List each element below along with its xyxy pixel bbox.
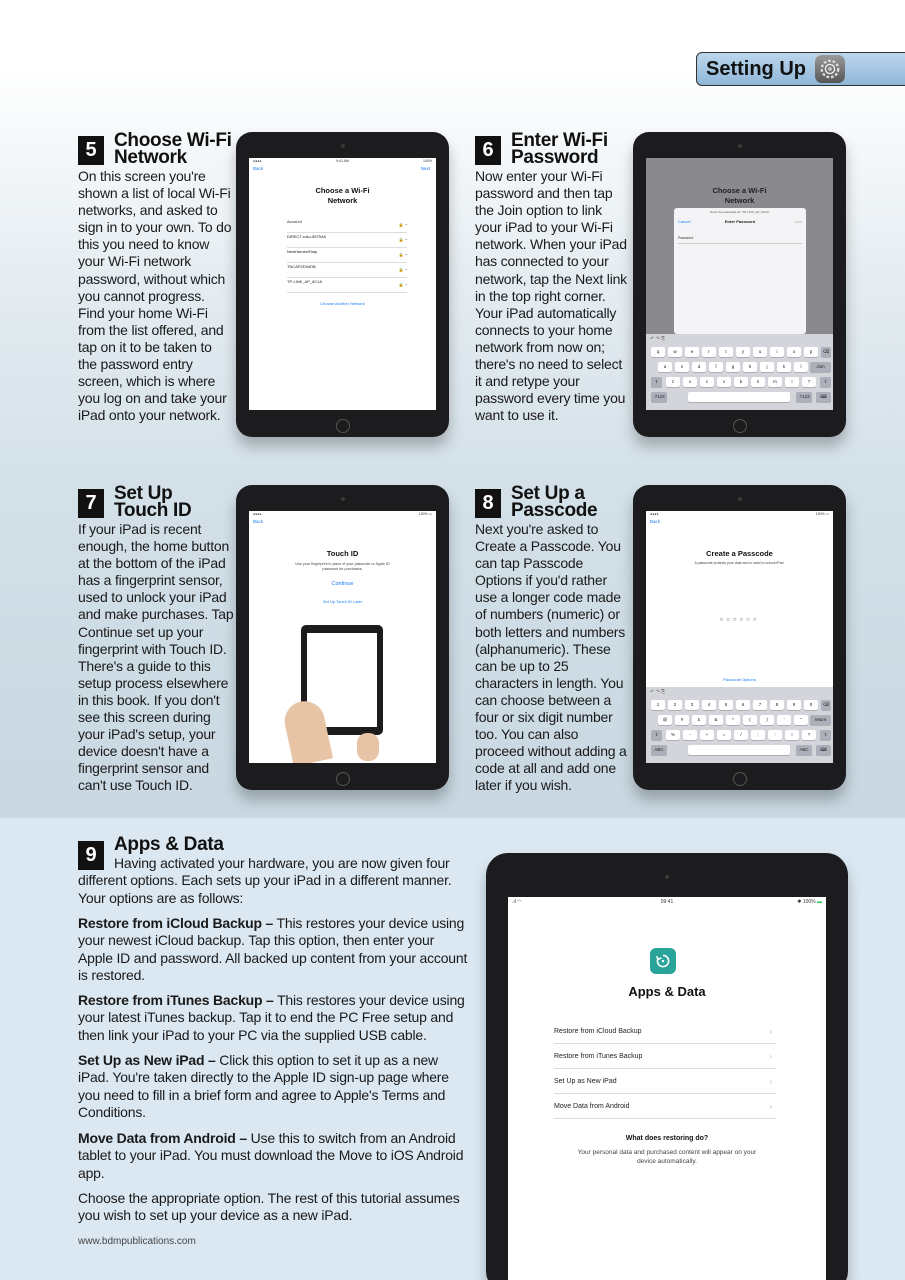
step-9-intro: Having activated your hardware, you are now given four different options. Each sets up your iPad in a different manner. Your options are as follows: [78,855,452,906]
option-icloud-description: Restore from iCloud Backup – This restores your device using your newest iCloud backup. Tap this option, then enter your Apple ID and password. All backed up content from your account is restored. [78,915,468,983]
hide-keyboard-key[interactable]: ⌨ [816,745,831,755]
keyboard-key[interactable]: b [734,377,748,387]
restore-question: What does restoring do? [625,1135,709,1142]
continue-button[interactable]: Continue [331,581,354,587]
wifi-lock-icon: 🔒 ◔ [398,252,407,257]
keyboard-key[interactable]: p [804,347,818,357]
keyboard-key[interactable]: / [734,730,748,740]
keyboard-key[interactable]: ( [743,715,757,725]
wifi-lock-icon: 🔒 ◔ [398,222,407,227]
keyboard-key[interactable]: 1 [651,700,665,710]
section-header-tab [696,52,905,86]
step-9-closing: Choose the appropriate option. The rest of this tutorial assumes you wish to set up your device as a new iPad. [78,1190,460,1224]
touch-id-screen: ●●●● 100% ▭ Back Touch ID Use your fingerprint in place of your passcode or Apple ID password for purchases. Continue Set Up Touch ID Later [249,511,436,763]
keyboard-key[interactable]: ? [802,377,816,387]
restore-answer: Your personal data and purchased content will appear on your device automatically. [577,1149,757,1165]
keyboard-key[interactable]: j [760,362,774,372]
keyboard-key[interactable]: ! [785,730,799,740]
apps-data-title: Apps & Data [628,984,706,999]
keyboard-key[interactable]: d [692,362,706,372]
touch-id-title: Touch ID [326,549,359,558]
join-link[interactable]: Join [794,219,802,224]
status-bar: .ıl ◠ 09:41 ✱ 100% ▬ [512,899,822,905]
cancel-link[interactable]: Cancel [678,219,691,224]
mode-switch-key[interactable]: ABC [796,745,812,755]
step-6-body: Now enter your Wi-Fi password and then tap the Join option to link your iPad to your Wi-Fi network. When your iPad has connected to your network, tap the Next link in the top right corner. Your iPad automatically connects to your home network from now on; there's no need to select it and retype your password every time you want to use it. [475,168,627,424]
keyboard-key[interactable]: 3 [685,700,699,710]
step-5-body: On this screen you're shown a list of local Wi-Fi networks, and asked to sign in to your own. To do this you need to know your Wi-Fi network password, without which you cannot progress. Find your home Wi-Fi from the list offered, and tap on it to be taken to the password entry screen, which is where you log on and take your iPad onto your network. [78,168,232,424]
step-9-title: Apps & Data [114,834,224,855]
keyboard-key[interactable]: 2 [668,700,682,710]
hand-illustration [357,733,379,761]
wifi-network-screen: ●●●● 9:41 AM 100% Back Next Choose a Wi-Fi Network AcnoLtd 🔒 ◔ DIRECT-roku-8575A6 🔒 ◔ NewHarnesShap 🔒 ◔ TNCAP2D94DB 🔒 ◔ TP-LINK_AP_6C1A 🔒 ◔ Choose Another Network [249,158,436,410]
back-link[interactable]: Back [253,166,264,171]
undo-icon: ↶ ↷ ⎘ [650,336,666,342]
wifi-lock-icon: 🔒 ◔ [398,267,407,272]
keyboard-key[interactable]: m [768,377,782,387]
keyboard-key[interactable]: s [675,362,689,372]
keyboard-key[interactable]: t [719,347,733,357]
undo-icon: ↶ ↷ ⎘ [650,689,666,695]
wifi-lock-icon: 🔒 ◔ [398,282,407,287]
wifi-network-row[interactable]: AcnoLtd 🔒 ◔ [287,219,407,233]
keyboard-key[interactable]: n [751,377,765,387]
restore-icloud-option[interactable]: Restore from iCloud Backup › [554,1019,776,1044]
wifi-network-row[interactable]: NewHarnesShap 🔒 ◔ [287,249,407,263]
passcode-dots: ○○○○○○ [719,617,760,623]
keyboard [646,687,833,763]
keyboard-key[interactable]: = [717,730,731,740]
space-key[interactable] [688,745,790,755]
section-title: Setting Up [706,57,806,80]
step-7-number: 7 [78,489,104,518]
chevron-right-icon: › [769,1102,772,1111]
apps-data-icon [650,948,676,974]
step-8-number: 8 [475,489,501,518]
return-key[interactable]: Join [810,362,831,372]
keyboard-key[interactable]: # [675,715,689,725]
step-9-number: 9 [78,841,104,870]
create-passcode-screen: ●●●● 100% ▭ Back Create a Passcode A passcode protects your data and is used to unlock iPad. ○○○○○○ Passcode Options ↶ ↷ ⎘ 1 2 3 4 5 6 7 8 9 0 ⌫ @ # £ & * ( ) ' " return ⇧ % - + = / ; : ! ? ⇧ ABC ABC ⌨ [646,511,833,763]
choose-another-network-link[interactable]: Choose Another Network [320,301,365,306]
enter-password-screen [646,158,833,410]
touch-id-description: Use your fingerprint in place of your passcode or Apple ID password for purchases. [295,562,390,571]
home-button [733,419,747,433]
set-up-later-link[interactable]: Set Up Touch ID Later [322,599,363,604]
backspace-key[interactable]: ⌫ [821,347,831,357]
restore-itunes-option[interactable]: Restore from iTunes Backup › [554,1044,776,1069]
ipad-wifi-network [236,132,449,437]
keyboard-key[interactable]: g [726,362,740,372]
backspace-key[interactable]: ⌫ [821,700,831,710]
keyboard [646,334,833,410]
keyboard-key[interactable]: & [709,715,723,725]
keyboard-key[interactable]: y [736,347,750,357]
shift-key[interactable]: ⇧ [820,730,831,740]
option-itunes-description: Restore from iTunes Backup – This restores your device using your latest iTunes backup. Tap it to end the PC Free setup and then link your iPad to your PC via the supplied USB cable. [78,992,465,1043]
shift-key[interactable]: ⇧ [651,377,662,387]
keyboard-key[interactable]: r [702,347,716,357]
keyboard-key[interactable]: e [685,347,699,357]
mode-switch-key[interactable]: .?123 [651,392,667,402]
home-button [336,419,350,433]
step-5-title: Choose Wi-Fi Network [114,130,232,168]
keyboard-key[interactable]: % [666,730,680,740]
keyboard-key[interactable]: a [658,362,672,372]
set-up-new-ipad-option[interactable]: Set Up as New iPad › [554,1069,776,1094]
keyboard-key[interactable]: 6 [736,700,750,710]
wifi-network-row[interactable]: DIRECT-roku-8575A6 🔒 ◔ [287,234,407,248]
wifi-screen-title: Choose a Wi-Fi Network [315,186,370,205]
keyboard-key[interactable]: z [666,377,680,387]
keyboard-key[interactable]: u [753,347,767,357]
keyboard-key[interactable]: l [794,362,808,372]
keyboard-key[interactable]: i [770,347,784,357]
keyboard-key[interactable]: ? [802,730,816,740]
ipad-touch-id [236,485,449,790]
mode-switch-key[interactable]: ABC [651,745,667,755]
passcode-options-link[interactable]: Passcode Options [723,677,756,682]
publisher-url: www.bdmpublications.com [78,1236,196,1247]
keyboard-key[interactable]: * [726,715,740,725]
wifi-network-row[interactable]: TP-LINK_AP_6C1A 🔒 ◔ [287,279,407,293]
home-button [733,772,747,786]
keyboard-key[interactable]: 9 [787,700,801,710]
keyboard-key[interactable]: w [668,347,682,357]
passcode-description: A passcode protects your data and is used to unlock iPad. [694,561,785,565]
chevron-right-icon: › [769,1052,772,1061]
step-8-title: Set Up a Passcode [511,483,598,521]
chevron-right-icon: › [769,1077,772,1086]
step-5-number: 5 [78,136,104,165]
ipad-apps-data [486,853,848,1280]
hide-keyboard-key[interactable]: ⌨ [816,392,831,402]
ipad-enter-password [633,132,846,437]
keyboard-key[interactable]: 5 [719,700,733,710]
keyboard-key[interactable]: f [709,362,723,372]
keyboard-key[interactable]: k [777,362,791,372]
settings-gear-icon [815,55,845,83]
next-link[interactable]: Next [420,166,430,171]
keyboard-key[interactable]: " [794,715,808,725]
keyboard-key[interactable]: ) [760,715,774,725]
enter-password-dialog: Enter the password for "TP-LINK_AP_6C1A" Cancel Enter Password Join Password [674,208,806,334]
space-key[interactable] [688,392,790,402]
keyboard-key[interactable]: - [683,730,697,740]
keyboard-key[interactable]: + [700,730,714,740]
keyboard-key[interactable]: q [651,347,665,357]
keyboard-key[interactable]: ; [751,730,765,740]
option-new-ipad-description: Set Up as New iPad – Click this option to set it up as a new iPad. You're taken directly to the Apple ID sign-up page where you need to fill in a brief form and agree to Apple's Terms and Conditions. [78,1052,449,1120]
move-from-android-option[interactable]: Move Data from Android › [554,1094,776,1119]
wifi-network-row[interactable]: TNCAP2D94DB 🔒 ◔ [287,264,407,278]
shift-key[interactable]: ⇧ [820,377,831,387]
keyboard-key[interactable]: 0 [804,700,818,710]
password-field[interactable]: Password [678,236,802,244]
keyboard-key[interactable]: ! [785,377,799,387]
return-key[interactable]: return [810,715,831,725]
home-button [336,772,350,786]
back-link[interactable]: Back [253,519,264,524]
keyboard-key[interactable]: : [768,730,782,740]
keyboard-key[interactable]: £ [692,715,706,725]
keyboard-key[interactable]: 7 [753,700,767,710]
keyboard-key[interactable]: 8 [770,700,784,710]
step-7-title: Set Up Touch ID [114,483,192,521]
shift-key[interactable]: ⇧ [651,730,662,740]
apps-data-screen [508,897,826,1280]
step-8-body: Next you're asked to Create a Passcode. You can tap Passcode Options if you'd rather use a longer code made of numbers (numeric) or both letters and numbers (alphanumeric). These can be up to 25 characters in length. You can choose between a four or six digit number too. You can also proceed without adding a code at all and add one later if you wish. [475,521,627,794]
create-passcode-title: Create a Passcode [706,549,773,558]
keyboard-key[interactable]: x [683,377,697,387]
keyboard-key[interactable]: v [717,377,731,387]
keyboard-key[interactable]: h [743,362,757,372]
option-android-description: Move Data from Android – Use this to switch from an Android tablet to your iPad. You must download the Move to iOS Android app. [78,1130,464,1181]
mode-switch-key[interactable]: .?123 [796,392,812,402]
ipad-create-passcode [633,485,846,790]
keyboard-key[interactable]: ' [777,715,791,725]
step-6-number: 6 [475,136,501,165]
keyboard-key[interactable]: c [700,377,714,387]
keyboard-key[interactable]: o [787,347,801,357]
wifi-screen-title-dimmed: Choose a Wi-Fi Network [712,186,767,205]
back-link[interactable]: Back [650,519,661,524]
keyboard-key[interactable]: @ [658,715,672,725]
step-7-body: If your iPad is recent enough, the home button at the bottom of the iPad has a fingerprint sensor, used to unlock your iPad and make purchases. Tap Continue set up your fingerprint with Touch ID. There's a guide to this setup process elsewhere in this book. If you don't see this screen during your iPad's setup, your device doesn't have a fingerprint sensor and can't use Touch ID. [78,521,234,794]
chevron-right-icon: › [769,1027,772,1036]
step-6-title: Enter Wi-Fi Password [511,130,608,168]
wifi-lock-icon: 🔒 ◔ [398,237,407,242]
keyboard-key[interactable]: 4 [702,700,716,710]
